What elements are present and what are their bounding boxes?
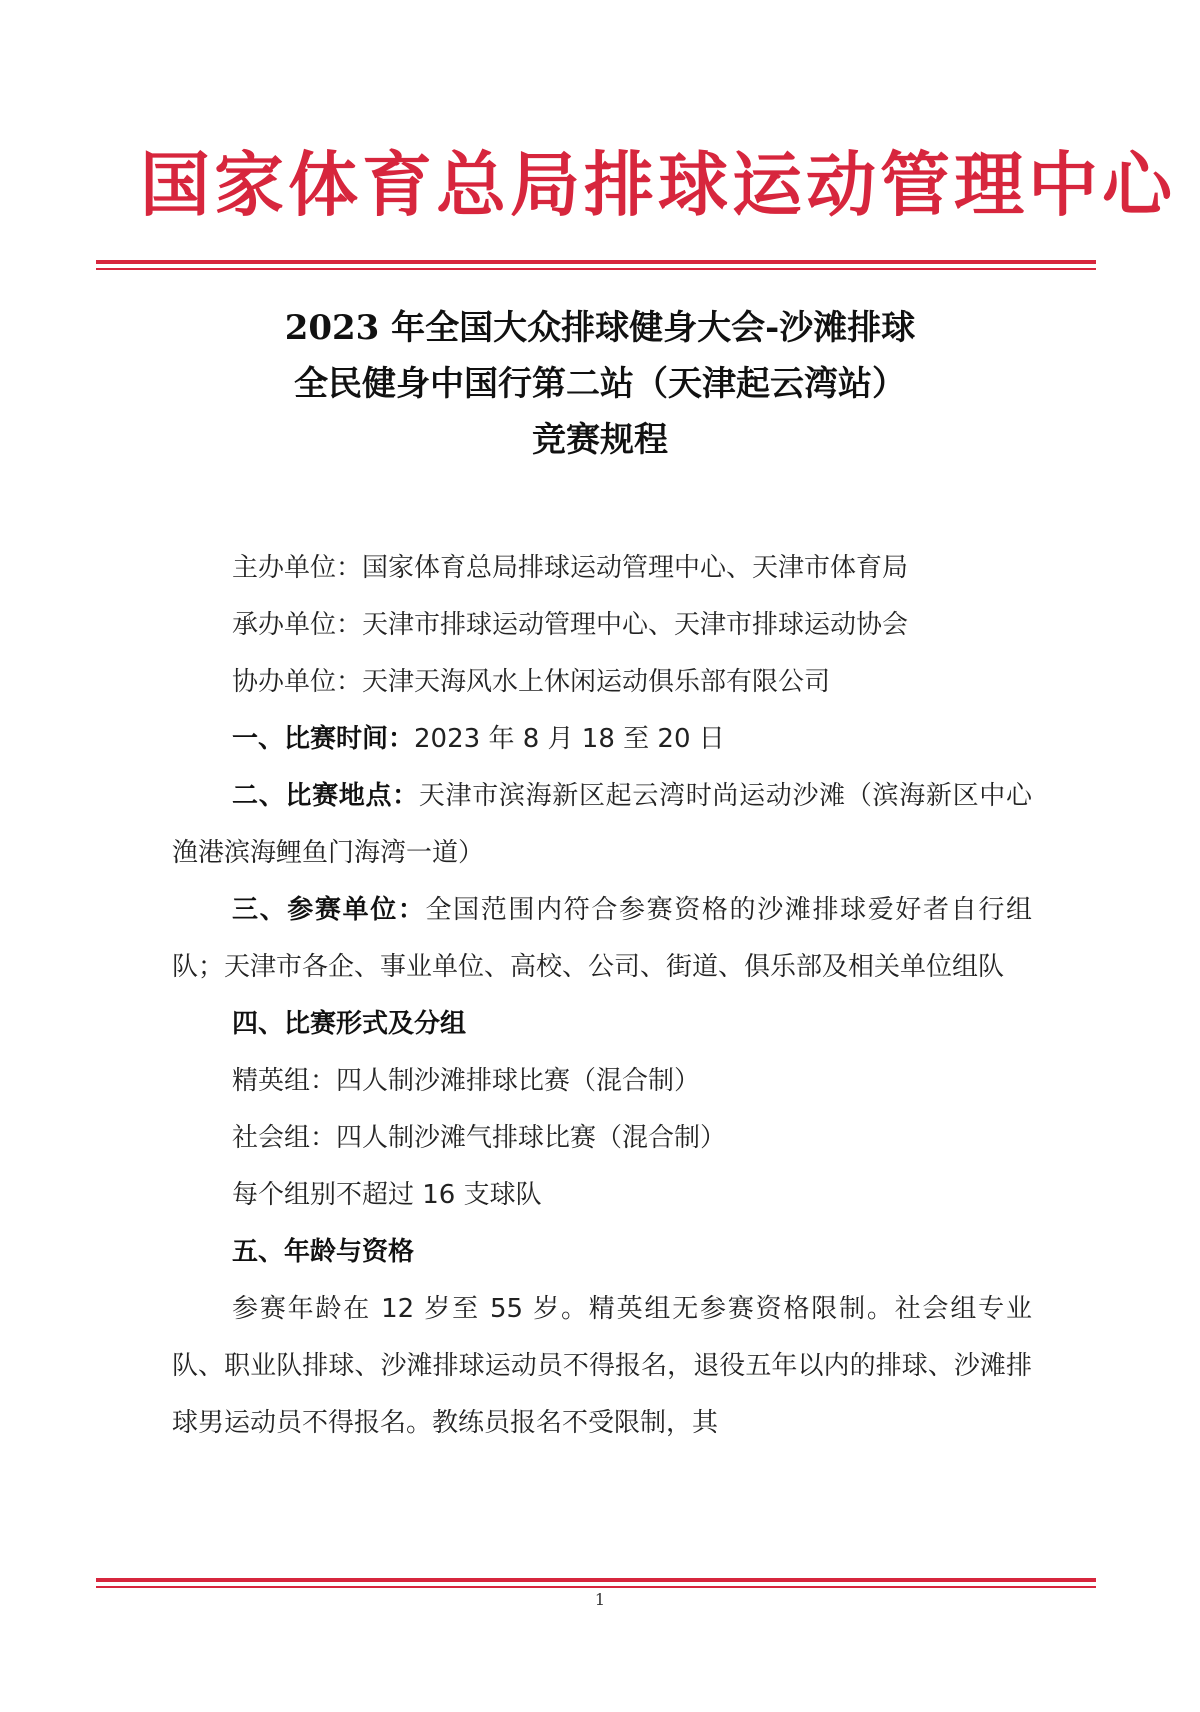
section-venue-text: 天津市滨海新区起云湾时尚运动沙滩（滨海新区中心渔港滨海鲤鱼门海湾一道）	[172, 781, 1032, 868]
document-body	[172, 540, 1032, 1452]
undertaker-line	[172, 597, 1032, 654]
co-organizer-line	[172, 654, 1032, 711]
section-participants	[172, 882, 1032, 996]
section-format-heading: 四、比赛形式及分组	[232, 1009, 467, 1039]
footer-rule-thick	[96, 1578, 1096, 1582]
section-eligibility-heading: 五、年龄与资格	[232, 1237, 415, 1267]
footer-rule-thin	[96, 1586, 1096, 1588]
undertaker-label: 承办单位：	[232, 610, 363, 640]
title-line-1: 2023 年全国大众排球健身大会-沙滩排球	[284, 308, 916, 348]
letterhead-rule-thick	[96, 260, 1096, 264]
host-value: 国家体育总局排球运动管理中心、天津市体育局	[362, 553, 909, 583]
section-participants-text: 全国范围内符合参赛资格的沙滩排球爱好者自行组队；天津市各企、事业单位、高校、公司、街道、俱乐部及相关单位组队	[172, 895, 1032, 982]
section-venue	[172, 768, 1032, 882]
undertaker-value: 天津市排球运动管理中心、天津市排球运动协会	[362, 610, 909, 640]
format-social: 社会组：四人制沙滩气排球比赛（混合制）	[232, 1123, 727, 1153]
format-limit: 每个组别不超过 16 支球队	[232, 1180, 542, 1210]
section-time-heading: 一、比赛时间：	[232, 724, 415, 754]
co-organizer-value: 天津天海风水上休闲运动俱乐部有限公司	[362, 667, 831, 697]
letterhead-title: 国家体育总局排球运动管理中心	[140, 143, 1176, 226]
section-time-text: 2023 年 8 月 18 至 20 日	[414, 724, 725, 754]
page-number: 1	[594, 1590, 606, 1609]
format-elite: 精英组：四人制沙滩排球比赛（混合制）	[232, 1066, 701, 1096]
host-line	[172, 540, 1032, 597]
section-venue-heading: 二、比赛地点：	[232, 781, 419, 811]
co-organizer-label: 协办单位：	[232, 667, 363, 697]
document-title	[160, 300, 1040, 468]
title-line-2: 全民健身中国行第二站（天津起云湾站）	[294, 364, 906, 404]
title-line-3: 竞赛规程	[532, 420, 668, 460]
section-participants-heading: 三、参赛单位：	[232, 895, 426, 925]
section-time	[172, 711, 1032, 768]
letterhead-rule-thin	[96, 268, 1096, 270]
host-label: 主办单位：	[232, 553, 363, 583]
section-eligibility-text: 参赛年龄在 12 岁至 55 岁。精英组无参赛资格限制。社会组专业队、职业队排球、沙滩排球运动员不得报名，退役五年以内的排球、沙滩排球男运动员不得报名。教练员报名不受限制，其	[172, 1294, 1032, 1438]
